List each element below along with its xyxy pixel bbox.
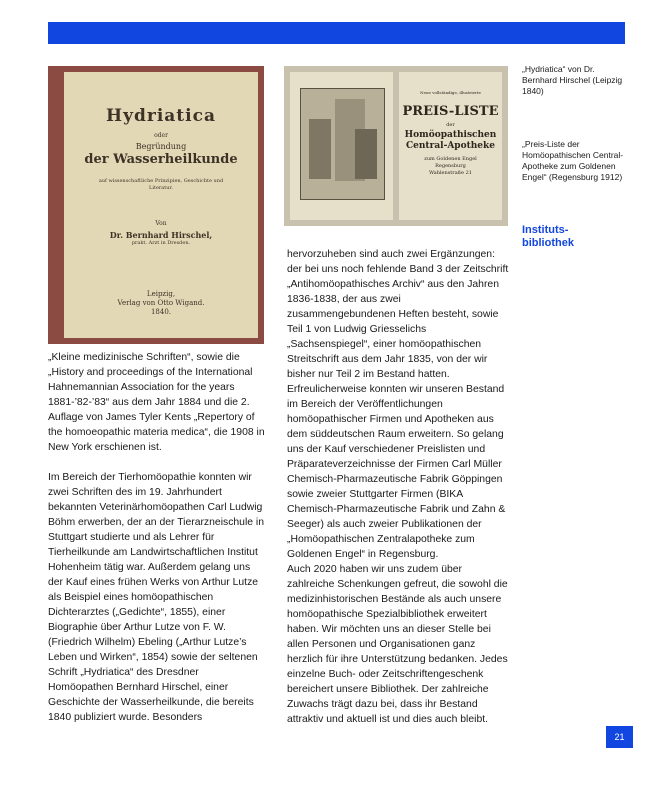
preisliste-heading: Homöopathischen Central-Apotheke [404, 130, 497, 151]
hydriatica-cover [64, 72, 258, 338]
page-number: 21 [606, 726, 633, 748]
paragraph: „Kleine medizinische Schriften“, sowie die „History and proceedings of the International Hahnemannian Association for the years 1881-’82-’83“ aus dem Jahr 1884 und die 2. Auflage von James Tyler Kents „Repertory of the homoeopathic materia medica“, die 1908 in New York erschienen ist. [48, 352, 265, 453]
cover-title: Hydriatica [106, 106, 216, 126]
preisliste-address: zum Goldenen Engel Regensburg Wahlenstraße 21 [424, 156, 477, 176]
cover-author: Dr. Bernhard Hirschel, [109, 230, 213, 240]
preisliste-book-image [284, 66, 508, 226]
paragraph: hervorzuheben sind auch zwei Ergänzungen: der bei uns noch fehlende Band 3 der Zeitschrift „Antihomöopathisches Archiv“ aus den Jahren 1836-1838, der aus zwei zusammengebundenen Heften besteht, sowie Teil 1 von Ludwig Griesselichs „Sachsenspiegel“, einer homöopathischen Streitschrift aus dem Jahr 1835, von der wir bisher nur Teil 2 im Bestand hatten. Erfreulicherweise konnten wir unseren Bestand im Bereich der Veröffentlichungen homöopathischer Firmen und Apotheken aus dem süddeutschen Raum erweitern. So gelang uns der Kauf verschiedener Preislisten und Präparateverzeichnisse der Firmen Carl Müller Chemisch-Pharmazeutische Fabrik Göppingen sowie zweier Stuttgarter Firmen (BIKA Chemisch-Pharmazeutische Fabrik und Zahn & Seeger) als auch zweier Publikationen der „Homöopathischen Zentralapotheke zum Goldenen Engel“ in Regensburg. [287, 249, 509, 560]
preisliste-line: der [446, 122, 455, 128]
cover-line: auf wissenschaftliche Prinzipien, Geschichte und Literatur. [98, 178, 224, 191]
left-column [48, 350, 266, 725]
cover-line: oder [154, 132, 168, 139]
section-label: Instituts- bibliothek [522, 224, 574, 249]
paragraph: Im Bereich der Tierhomöopathie konnten wir zwei Schriften des im 19. Jahrhundert bekannten Veterinärhomöopathen Carl Ludwig Böhm erwerben, der an der Tierarzneischule in Stuttgart studierte und als Lehrer für Tierheilkunde am Landwirtschaftlichen Institut Hohenheim tätig war. Außerdem gelang uns der Kauf eines frühen Werks von Arthur Lutze als Beispiel eines homöopathischen Dichterarztes („Gedichte“, 1855), einer Biographie über Arthur Lutze von F. W. (Friedrich Wilhelm) Ebeling („Arthur Lutze’s Leben und Wirken“, 1854) sowie der seltenen Schrift „Hydriatica“ des Dresdner Homöopathen Bernhard Hirschel, einer Geschichte der Wasserheilkunde, die bereits 1840 publiziert wurde. Besonders [48, 472, 265, 723]
paragraph: Auch 2020 haben wir uns zudem über zahlreiche Schenkungen gefreut, die sowohl die medizinhistorischen Bestände als auch unsere homöopathische Spezialbibliothek erweitert haben. Wir möchten uns an dieser Stelle bei allen Personen und Organisationen ganz herzlich für ihre Unterstützung bedanken. Jedes einzelne Buch- oder Zeitschriftengeschenk bereichert unsere Bibliothek. Der zahlreiche Zuwachs trägt dazu bei, dass ihr Bestand attraktiv und aktuell ist und dies auch bleibt. [287, 564, 508, 725]
cover-imprint: Leipzig, Verlag von Otto Wigand. 1840. [117, 290, 205, 316]
header-bar [48, 22, 625, 44]
preisliste-title: PREIS-LISTE [402, 104, 499, 119]
cover-line: Begründung [135, 142, 187, 151]
building-engraving [300, 88, 385, 200]
cover-subtitle: der Wasserheilkunde [84, 152, 238, 167]
preisliste-line: Neue vollständige, illustrierte [420, 90, 481, 95]
left-page [290, 72, 393, 220]
cover-line: Von [155, 220, 167, 227]
right-column [287, 247, 511, 727]
cover-line: prakt. Arzt in Dresden. [131, 240, 191, 246]
right-page [399, 72, 502, 220]
hydriatica-book-image [48, 66, 264, 344]
caption-hydriatica: „Hydriatica“ von Dr. Bernhard Hirschel (Leipzig 1840) [522, 64, 623, 96]
caption-preisliste: „Preis-Liste der Homöopathischen Central-Apotheke zum Goldenen Engel“ (Regensburg 1912) [522, 139, 624, 182]
